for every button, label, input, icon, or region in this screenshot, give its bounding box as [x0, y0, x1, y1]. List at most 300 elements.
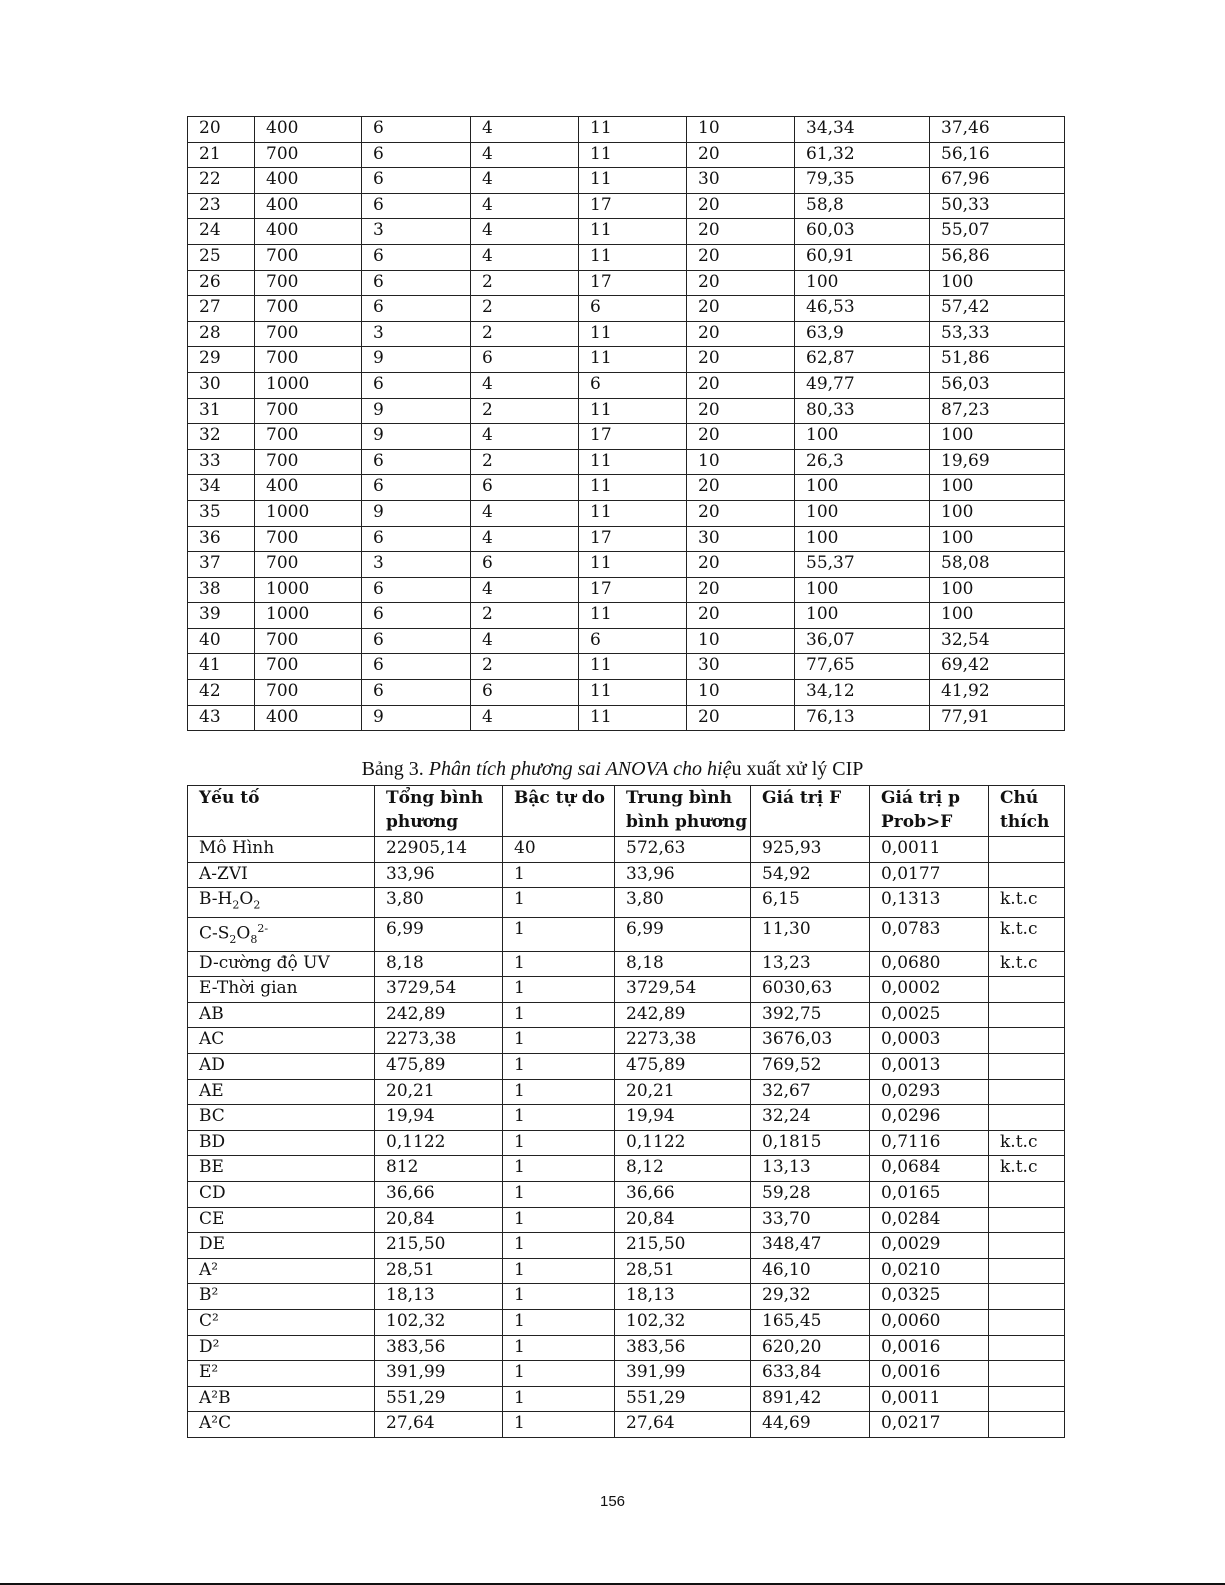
- f-value-cell: 32,67: [751, 1079, 870, 1105]
- table-cell: 4: [471, 628, 579, 654]
- mean-square-cell: 19,94: [615, 1105, 751, 1131]
- sum-of-squares-cell: 8,18: [375, 951, 503, 977]
- table-cell: 2: [471, 654, 579, 680]
- table-cell: 37: [188, 552, 255, 578]
- table-cell: 11: [579, 449, 687, 475]
- table-cell: 20: [687, 500, 795, 526]
- table-row: [188, 628, 1065, 654]
- table-cell: 20: [687, 193, 795, 219]
- sum-of-squares-cell: 22905,14: [375, 837, 503, 863]
- table-cell: 3: [362, 219, 471, 245]
- factor-cell: Mô Hình: [188, 837, 375, 863]
- df-cell: 1: [503, 1258, 615, 1284]
- anova-row: [188, 1156, 1065, 1182]
- table-cell: 56,16: [930, 142, 1065, 168]
- f-value-cell: 165,45: [751, 1309, 870, 1335]
- header-note: Chú thích: [989, 786, 1065, 837]
- anova-row: [188, 837, 1065, 863]
- table-cell: 53,33: [930, 321, 1065, 347]
- table-cell: 29: [188, 347, 255, 373]
- table-cell: 27: [188, 296, 255, 322]
- df-cell: 1: [503, 1233, 615, 1259]
- table-cell: 100: [795, 424, 930, 450]
- sum-of-squares-cell: 6,99: [375, 917, 503, 951]
- factor-cell: CE: [188, 1207, 375, 1233]
- table-cell: 400: [255, 193, 362, 219]
- f-value-cell: 620,20: [751, 1335, 870, 1361]
- factor-cell: DE: [188, 1233, 375, 1259]
- table-cell: 3: [362, 552, 471, 578]
- table-cell: 4: [471, 168, 579, 194]
- table-cell: 700: [255, 552, 362, 578]
- f-value-cell: 44,69: [751, 1412, 870, 1438]
- sum-of-squares-cell: 391,99: [375, 1361, 503, 1387]
- table-cell: 6: [471, 475, 579, 501]
- table-cell: 34: [188, 475, 255, 501]
- table-cell: 67,96: [930, 168, 1065, 194]
- table-row: [188, 603, 1065, 629]
- df-cell: 1: [503, 1105, 615, 1131]
- note-cell: [989, 977, 1065, 1003]
- p-value-cell: 0,0029: [870, 1233, 989, 1259]
- table-cell: 700: [255, 142, 362, 168]
- table-cell: 31: [188, 398, 255, 424]
- table-cell: 11: [579, 680, 687, 706]
- table-cell: 700: [255, 628, 362, 654]
- table-cell: 20: [687, 552, 795, 578]
- note-cell: [989, 1361, 1065, 1387]
- p-value-cell: 0,0217: [870, 1412, 989, 1438]
- anova-row: [188, 1181, 1065, 1207]
- factor-cell: AD: [188, 1054, 375, 1080]
- table-cell: 4: [471, 526, 579, 552]
- table-cell: 51,86: [930, 347, 1065, 373]
- anova-row: [188, 862, 1065, 888]
- anova-row: [188, 1412, 1065, 1438]
- page-number: 156: [599, 1493, 626, 1510]
- table-cell: 700: [255, 347, 362, 373]
- note-cell: [989, 1233, 1065, 1259]
- p-value-cell: 0,0680: [870, 951, 989, 977]
- anova-row: [188, 917, 1065, 951]
- table-cell: 11: [579, 244, 687, 270]
- sum-of-squares-cell: 18,13: [375, 1284, 503, 1310]
- table-cell: 11: [579, 117, 687, 143]
- table-cell: 2: [471, 296, 579, 322]
- table-cell: 57,42: [930, 296, 1065, 322]
- header-factor: Yếu tố: [188, 786, 375, 837]
- sum-of-squares-cell: 242,89: [375, 1002, 503, 1028]
- table-cell: 100: [930, 603, 1065, 629]
- table-cell: 2: [471, 398, 579, 424]
- header-f-value: Giá trị F: [751, 786, 870, 837]
- mean-square-cell: 2273,38: [615, 1028, 751, 1054]
- df-cell: 1: [503, 977, 615, 1003]
- table-cell: 26: [188, 270, 255, 296]
- sum-of-squares-cell: 551,29: [375, 1386, 503, 1412]
- note-cell: k.t.c: [989, 951, 1065, 977]
- table-cell: 20: [687, 219, 795, 245]
- table-cell: 37,46: [930, 117, 1065, 143]
- table-cell: 11: [579, 168, 687, 194]
- mean-square-cell: 383,56: [615, 1335, 751, 1361]
- caption-title-rest: u xuất xử lý CIP: [731, 758, 864, 780]
- table-cell: 33: [188, 449, 255, 475]
- table-cell: 32,54: [930, 628, 1065, 654]
- sum-of-squares-cell: 475,89: [375, 1054, 503, 1080]
- table-cell: 20: [687, 372, 795, 398]
- table-cell: 700: [255, 654, 362, 680]
- caption-title-italic: Phân tích phương sai ANOVA cho hiệ: [428, 758, 732, 780]
- anova-header-row: [188, 786, 1065, 837]
- anova-row: [188, 888, 1065, 917]
- sum-of-squares-cell: 36,66: [375, 1181, 503, 1207]
- note-cell: [989, 1335, 1065, 1361]
- table-row: [188, 321, 1065, 347]
- table-cell: 9: [362, 500, 471, 526]
- table-cell: 11: [579, 603, 687, 629]
- factor-cell: A²C: [188, 1412, 375, 1438]
- note-cell: [989, 862, 1065, 888]
- table-row: [188, 552, 1065, 578]
- mean-square-cell: 6,99: [615, 917, 751, 951]
- table-cell: 20: [687, 603, 795, 629]
- table-cell: 6: [362, 449, 471, 475]
- table-cell: 20: [687, 270, 795, 296]
- table-cell: 77,91: [930, 705, 1065, 731]
- df-cell: 1: [503, 888, 615, 917]
- table-cell: 80,33: [795, 398, 930, 424]
- table-cell: 40: [188, 628, 255, 654]
- table-cell: 60,03: [795, 219, 930, 245]
- mean-square-cell: 18,13: [615, 1284, 751, 1310]
- table-cell: 4: [471, 424, 579, 450]
- sum-of-squares-cell: 102,32: [375, 1309, 503, 1335]
- note-cell: k.t.c: [989, 1156, 1065, 1182]
- sum-of-squares-cell: 812: [375, 1156, 503, 1182]
- table-row: [188, 398, 1065, 424]
- table-cell: 17: [579, 193, 687, 219]
- factor-cell: BC: [188, 1105, 375, 1131]
- header-mean-square: Trung bình bình phương: [615, 786, 751, 837]
- sum-of-squares-cell: 19,94: [375, 1105, 503, 1131]
- table-cell: 36: [188, 526, 255, 552]
- table-cell: 58,8: [795, 193, 930, 219]
- table-cell: 100: [795, 603, 930, 629]
- table-cell: 700: [255, 526, 362, 552]
- table-cell: 4: [471, 577, 579, 603]
- df-cell: 1: [503, 1002, 615, 1028]
- f-value-cell: 6030,63: [751, 977, 870, 1003]
- table-cell: 6: [362, 628, 471, 654]
- table-cell: 100: [795, 270, 930, 296]
- mean-square-cell: 20,21: [615, 1079, 751, 1105]
- table-cell: 100: [795, 500, 930, 526]
- table-cell: 23: [188, 193, 255, 219]
- p-value-cell: 0,0060: [870, 1309, 989, 1335]
- table-row: [188, 372, 1065, 398]
- table-row: [188, 142, 1065, 168]
- factor-cell: CD: [188, 1181, 375, 1207]
- table-cell: 20: [687, 347, 795, 373]
- factor-cell: A²B: [188, 1386, 375, 1412]
- table-row: [188, 347, 1065, 373]
- caption-label: Bảng 3.: [361, 758, 429, 780]
- sum-of-squares-cell: 33,96: [375, 862, 503, 888]
- note-cell: [989, 1207, 1065, 1233]
- p-value-cell: 0,0783: [870, 917, 989, 951]
- p-value-cell: 0,0325: [870, 1284, 989, 1310]
- table-cell: 1000: [255, 577, 362, 603]
- f-value-cell: 3676,03: [751, 1028, 870, 1054]
- table-cell: 100: [930, 500, 1065, 526]
- mean-square-cell: 27,64: [615, 1412, 751, 1438]
- table-cell: 34,34: [795, 117, 930, 143]
- table-cell: 6: [362, 142, 471, 168]
- df-cell: 1: [503, 1412, 615, 1438]
- table-cell: 46,53: [795, 296, 930, 322]
- note-cell: k.t.c: [989, 888, 1065, 917]
- table-cell: 400: [255, 168, 362, 194]
- f-value-cell: 891,42: [751, 1386, 870, 1412]
- f-value-cell: 769,52: [751, 1054, 870, 1080]
- table-cell: 49,77: [795, 372, 930, 398]
- table-cell: 10: [687, 680, 795, 706]
- table-cell: 9: [362, 347, 471, 373]
- table-cell: 6: [362, 168, 471, 194]
- anova-row: [188, 1233, 1065, 1259]
- table-cell: 10: [687, 628, 795, 654]
- p-value-cell: 0,0177: [870, 862, 989, 888]
- table-cell: 20: [687, 475, 795, 501]
- table-cell: 700: [255, 424, 362, 450]
- anova-row: [188, 1054, 1065, 1080]
- f-value-cell: 13,23: [751, 951, 870, 977]
- table-cell: 55,37: [795, 552, 930, 578]
- f-value-cell: 348,47: [751, 1233, 870, 1259]
- p-value-cell: 0,0003: [870, 1028, 989, 1054]
- anova-row: [188, 1386, 1065, 1412]
- p-value-cell: 0,0013: [870, 1054, 989, 1080]
- table-cell: 55,07: [930, 219, 1065, 245]
- df-cell: 1: [503, 1361, 615, 1387]
- table-cell: 20: [188, 117, 255, 143]
- table-cell: 4: [471, 219, 579, 245]
- table-cell: 17: [579, 577, 687, 603]
- note-cell: [989, 1412, 1065, 1438]
- table-cell: 4: [471, 117, 579, 143]
- table-cell: 11: [579, 321, 687, 347]
- table-cell: 30: [188, 372, 255, 398]
- factor-cell: A-ZVI: [188, 862, 375, 888]
- table-cell: 41,92: [930, 680, 1065, 706]
- table-row: [188, 117, 1065, 143]
- df-cell: 1: [503, 917, 615, 951]
- table-cell: 30: [687, 654, 795, 680]
- table-cell: 2: [471, 270, 579, 296]
- table-cell: 32: [188, 424, 255, 450]
- table-cell: 20: [687, 577, 795, 603]
- p-value-cell: 0,0011: [870, 837, 989, 863]
- p-value-cell: 0,0293: [870, 1079, 989, 1105]
- table-cell: 400: [255, 475, 362, 501]
- note-cell: [989, 1258, 1065, 1284]
- factor-cell: $C-S_2O_8^{2-}$: [188, 917, 375, 951]
- df-cell: 1: [503, 1284, 615, 1310]
- table-cell: 50,33: [930, 193, 1065, 219]
- table-row: [188, 449, 1065, 475]
- df-cell: 1: [503, 1386, 615, 1412]
- table-cell: 6: [362, 270, 471, 296]
- table-cell: 17: [579, 424, 687, 450]
- table-cell: 100: [930, 475, 1065, 501]
- mean-square-cell: 215,50: [615, 1233, 751, 1259]
- table-cell: 10: [687, 117, 795, 143]
- table-cell: 11: [579, 552, 687, 578]
- table-cell: 100: [930, 526, 1065, 552]
- table-cell: 10: [687, 449, 795, 475]
- df-cell: 1: [503, 1207, 615, 1233]
- note-cell: [989, 1105, 1065, 1131]
- f-value-cell: 29,32: [751, 1284, 870, 1310]
- table-cell: 700: [255, 449, 362, 475]
- table-row: [188, 296, 1065, 322]
- p-value-cell: 0,0210: [870, 1258, 989, 1284]
- table-cell: 11: [579, 500, 687, 526]
- df-cell: 1: [503, 1156, 615, 1182]
- p-value-cell: 0,0025: [870, 1002, 989, 1028]
- df-cell: 1: [503, 1181, 615, 1207]
- mean-square-cell: 391,99: [615, 1361, 751, 1387]
- table-row: [188, 500, 1065, 526]
- anova-row: [188, 951, 1065, 977]
- table-cell: 2: [471, 321, 579, 347]
- table-cell: 1000: [255, 603, 362, 629]
- table-cell: 42: [188, 680, 255, 706]
- mean-square-cell: 20,84: [615, 1207, 751, 1233]
- f-value-cell: 0,1815: [751, 1130, 870, 1156]
- factor-cell: AB: [188, 1002, 375, 1028]
- table-cell: 35: [188, 500, 255, 526]
- f-value-cell: 6,15: [751, 888, 870, 917]
- sum-of-squares-cell: 3729,54: [375, 977, 503, 1003]
- table-cell: 700: [255, 244, 362, 270]
- table-cell: 1000: [255, 372, 362, 398]
- factor-cell: B²: [188, 1284, 375, 1310]
- f-value-cell: 46,10: [751, 1258, 870, 1284]
- f-value-cell: 32,24: [751, 1105, 870, 1131]
- note-cell: [989, 1309, 1065, 1335]
- table-cell: 6: [362, 475, 471, 501]
- table-cell: 11: [579, 654, 687, 680]
- mean-square-cell: 475,89: [615, 1054, 751, 1080]
- f-value-cell: 633,84: [751, 1361, 870, 1387]
- table-row: [188, 577, 1065, 603]
- table-row: [188, 526, 1065, 552]
- table-cell: 6: [362, 603, 471, 629]
- table-cell: 56,03: [930, 372, 1065, 398]
- experiment-results-table: [187, 116, 1065, 731]
- anova-body: [188, 837, 1065, 1438]
- table-cell: 76,13: [795, 705, 930, 731]
- table-row: [188, 654, 1065, 680]
- factor-cell: A²: [188, 1258, 375, 1284]
- table-cell: 6: [579, 372, 687, 398]
- table-cell: 6: [471, 552, 579, 578]
- anova-row: [188, 1284, 1065, 1310]
- table-cell: 17: [579, 526, 687, 552]
- table-cell: 69,42: [930, 654, 1065, 680]
- df-cell: 1: [503, 1054, 615, 1080]
- factor-cell: C²: [188, 1309, 375, 1335]
- factor-cell: E²: [188, 1361, 375, 1387]
- table-cell: 11: [579, 705, 687, 731]
- table-cell: 25: [188, 244, 255, 270]
- df-cell: 1: [503, 1130, 615, 1156]
- table3-caption: [0, 758, 1225, 781]
- table-cell: 100: [795, 577, 930, 603]
- factor-cell: D²: [188, 1335, 375, 1361]
- p-value-cell: 0,0284: [870, 1207, 989, 1233]
- sum-of-squares-cell: 27,64: [375, 1412, 503, 1438]
- table-cell: 700: [255, 321, 362, 347]
- anova-row: [188, 1079, 1065, 1105]
- table-cell: 4: [471, 372, 579, 398]
- p-value-cell: 0,7116: [870, 1130, 989, 1156]
- mean-square-cell: 3,80: [615, 888, 751, 917]
- f-value-cell: 925,93: [751, 837, 870, 863]
- mean-square-cell: 33,96: [615, 862, 751, 888]
- p-value-cell: 0,1313: [870, 888, 989, 917]
- anova-table: [187, 785, 1065, 1438]
- table-cell: 36,07: [795, 628, 930, 654]
- table-cell: 62,87: [795, 347, 930, 373]
- table-cell: 20: [687, 321, 795, 347]
- df-cell: 1: [503, 1335, 615, 1361]
- table-cell: 700: [255, 270, 362, 296]
- df-cell: 40: [503, 837, 615, 863]
- table-cell: 400: [255, 219, 362, 245]
- p-value-cell: 0,0016: [870, 1361, 989, 1387]
- table-row: [188, 705, 1065, 731]
- f-value-cell: 392,75: [751, 1002, 870, 1028]
- table-cell: 100: [795, 475, 930, 501]
- anova-row: [188, 1335, 1065, 1361]
- table-cell: 400: [255, 705, 362, 731]
- p-value-cell: 0,0011: [870, 1386, 989, 1412]
- note-cell: [989, 1002, 1065, 1028]
- p-value-cell: 0,0016: [870, 1335, 989, 1361]
- table-cell: 87,23: [930, 398, 1065, 424]
- table-cell: 6: [579, 296, 687, 322]
- anova-row: [188, 1105, 1065, 1131]
- table-cell: 21: [188, 142, 255, 168]
- table-cell: 100: [930, 270, 1065, 296]
- table-cell: 100: [930, 424, 1065, 450]
- df-cell: 1: [503, 1309, 615, 1335]
- table-cell: 400: [255, 117, 362, 143]
- header-sum-of-squares: Tổng bình phương: [375, 786, 503, 837]
- df-cell: 1: [503, 1028, 615, 1054]
- table-cell: 11: [579, 347, 687, 373]
- table-cell: 6: [471, 680, 579, 706]
- table-cell: 3: [362, 321, 471, 347]
- factor-cell: $B-H_2O_2$: [188, 888, 375, 917]
- table-cell: 20: [687, 244, 795, 270]
- table-cell: 20: [687, 142, 795, 168]
- note-cell: [989, 1028, 1065, 1054]
- table-cell: 17: [579, 270, 687, 296]
